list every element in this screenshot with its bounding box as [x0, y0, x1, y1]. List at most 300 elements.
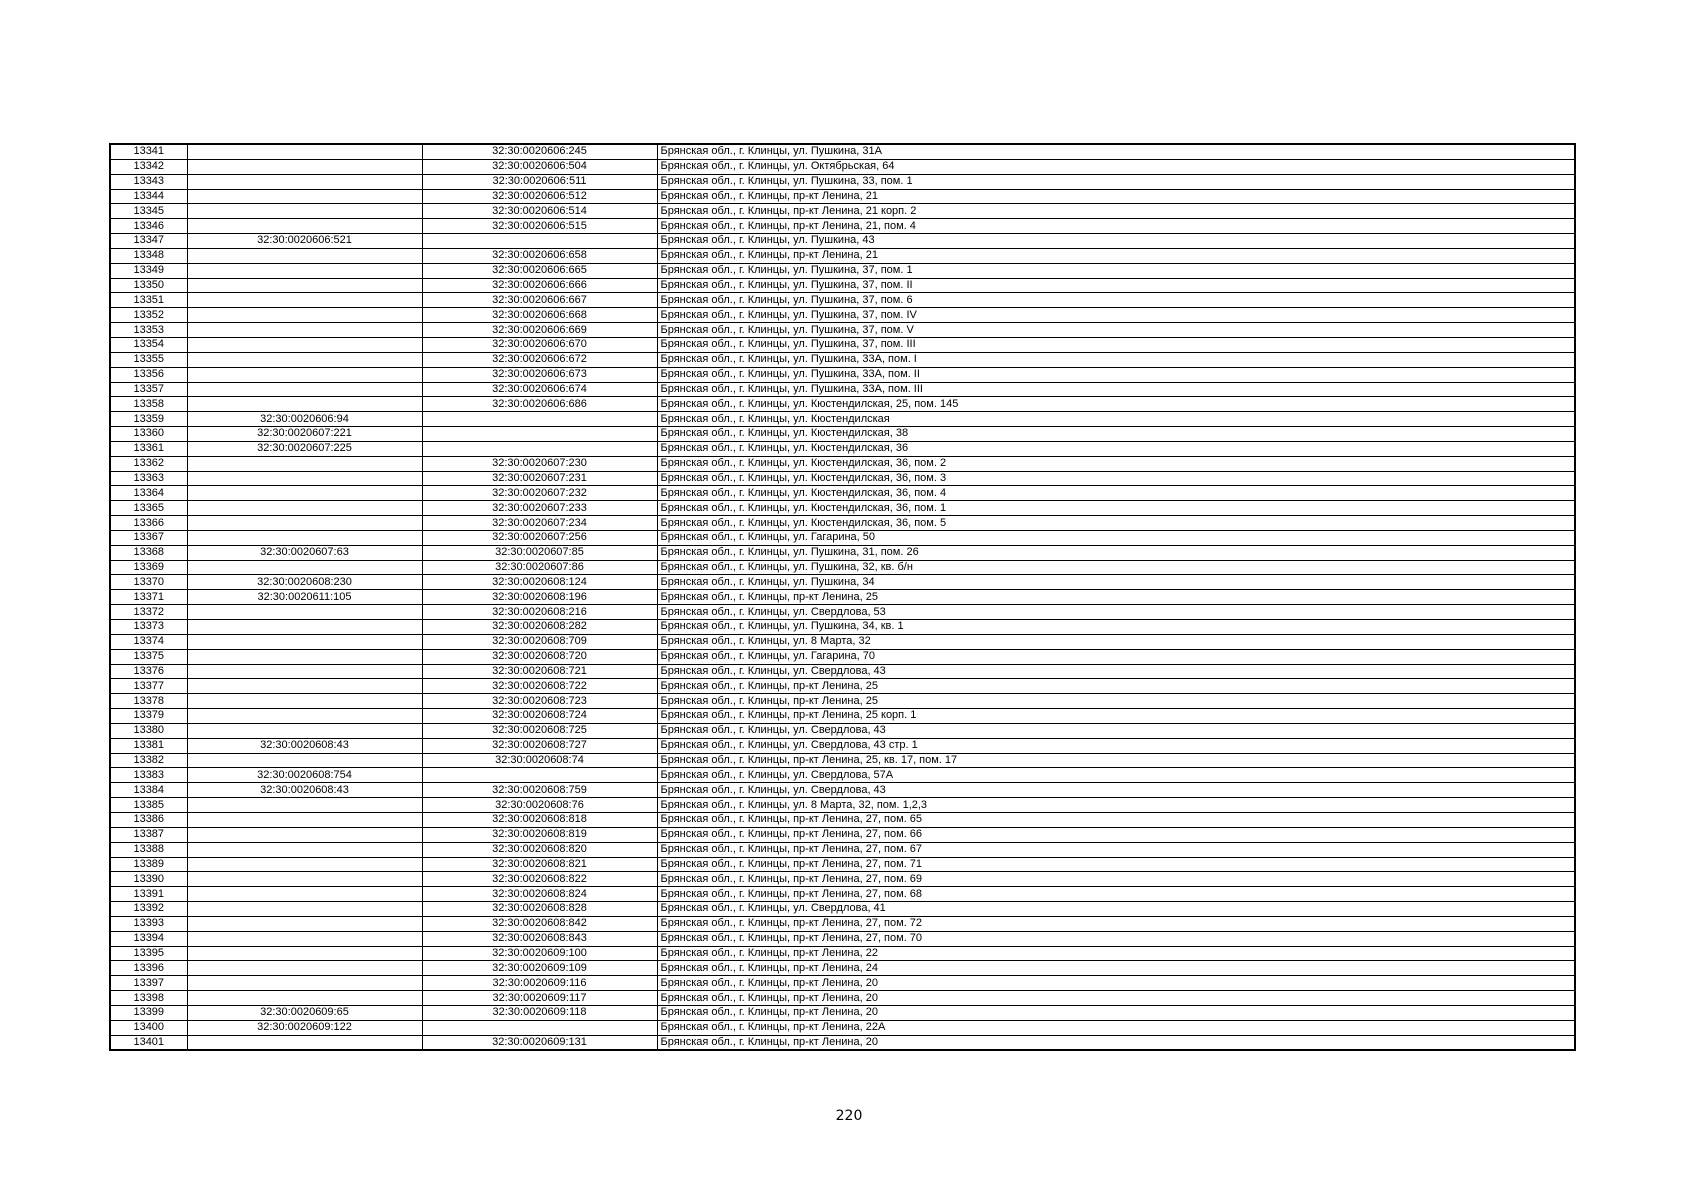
address-cell: Брянская обл., г. Клинцы, пр-кт Ленина, 27, пом. 66: [657, 827, 1575, 842]
object-cadastral-number-cell: 32:30:0020608:842: [422, 916, 657, 931]
object-cadastral-number-cell: 32:30:0020606:245: [422, 144, 657, 159]
row-number-cell: 13351: [110, 293, 187, 308]
row-number-cell: 13344: [110, 189, 187, 204]
table-row: [110, 916, 1575, 931]
row-number-cell: 13358: [110, 397, 187, 412]
object-cadastral-number-cell: 32:30:0020609:100: [422, 946, 657, 961]
table-row: [110, 768, 1575, 783]
object-cadastral-number-cell: [422, 412, 657, 427]
object-cadastral-number-cell: 32:30:0020608:724: [422, 709, 657, 724]
row-number-cell: 13367: [110, 530, 187, 545]
address-cell: Брянская обл., г. Клинцы, ул. Пушкина, 33, пом. 1: [657, 174, 1575, 189]
row-number-cell: 13359: [110, 412, 187, 427]
row-number-cell: 13387: [110, 827, 187, 842]
table-row: [110, 738, 1575, 753]
table-row: [110, 174, 1575, 189]
row-number-cell: 13353: [110, 323, 187, 338]
address-cell: Брянская обл., г. Клинцы, ул. Пушкина, 31А: [657, 144, 1575, 159]
object-cadastral-number-cell: 32:30:0020608:709: [422, 634, 657, 649]
table-row: [110, 323, 1575, 338]
address-cell: Брянская обл., г. Клинцы, ул. Кюстендилская: [657, 412, 1575, 427]
cadastral-number-cell: 32:30:0020607:63: [187, 545, 422, 560]
address-cell: Брянская обл., г. Клинцы, ул. 8 Марта, 32: [657, 634, 1575, 649]
row-number-cell: 13382: [110, 753, 187, 768]
object-cadastral-number-cell: [422, 427, 657, 442]
object-cadastral-number-cell: 32:30:0020607:86: [422, 560, 657, 575]
cadastral-number-cell: [187, 367, 422, 382]
page-number: 220: [835, 1108, 863, 1124]
cadastral-number-cell: [187, 991, 422, 1006]
object-cadastral-number-cell: 32:30:0020606:514: [422, 204, 657, 219]
row-number-cell: 13377: [110, 679, 187, 694]
cadastral-number-cell: [187, 1035, 422, 1050]
address-cell: Брянская обл., г. Клинцы, ул. Пушкина, 31, пом. 26: [657, 545, 1575, 560]
cadastral-number-cell: 32:30:0020606:521: [187, 234, 422, 249]
address-cell: Брянская обл., г. Клинцы, пр-кт Ленина, 25: [657, 679, 1575, 694]
address-cell: Брянская обл., г. Клинцы, пр-кт Ленина, 25 корп. 1: [657, 709, 1575, 724]
address-cell: Брянская обл., г. Клинцы, пр-кт Ленина, 27, пом. 68: [657, 887, 1575, 902]
object-cadastral-number-cell: 32:30:0020606:658: [422, 248, 657, 263]
cadastral-number-cell: [187, 144, 422, 159]
object-cadastral-number-cell: 32:30:0020606:674: [422, 382, 657, 397]
table-row: [110, 427, 1575, 442]
object-cadastral-number-cell: 32:30:0020608:124: [422, 575, 657, 590]
row-number-cell: 13366: [110, 516, 187, 531]
table-row: [110, 991, 1575, 1006]
row-number-cell: 13400: [110, 1020, 187, 1035]
row-number-cell: 13398: [110, 991, 187, 1006]
cadastral-number-cell: [187, 219, 422, 234]
cadastral-number-cell: [187, 709, 422, 724]
object-cadastral-number-cell: 32:30:0020608:725: [422, 723, 657, 738]
object-cadastral-number-cell: 32:30:0020609:117: [422, 991, 657, 1006]
row-number-cell: 13369: [110, 560, 187, 575]
cadastral-number-cell: [187, 634, 422, 649]
cadastral-number-cell: [187, 530, 422, 545]
object-cadastral-number-cell: 32:30:0020606:512: [422, 189, 657, 204]
table-row: [110, 234, 1575, 249]
row-number-cell: 13394: [110, 931, 187, 946]
cadastral-number-cell: 32:30:0020606:94: [187, 412, 422, 427]
address-cell: Брянская обл., г. Клинцы, ул. Октябрьская, 64: [657, 159, 1575, 174]
row-number-cell: 13383: [110, 768, 187, 783]
row-number-cell: 13388: [110, 842, 187, 857]
object-cadastral-number-cell: 32:30:0020608:843: [422, 931, 657, 946]
table-row: [110, 545, 1575, 560]
row-number-cell: 13401: [110, 1035, 187, 1050]
table-row: [110, 441, 1575, 456]
table-row: [110, 976, 1575, 991]
table-row: [110, 842, 1575, 857]
address-cell: Брянская обл., г. Клинцы, ул. Пушкина, 37, пом. IV: [657, 308, 1575, 323]
object-cadastral-number-cell: 32:30:0020606:673: [422, 367, 657, 382]
object-cadastral-number-cell: 32:30:0020608:727: [422, 738, 657, 753]
cadastral-number-cell: 32:30:0020609:65: [187, 1005, 422, 1020]
address-cell: Брянская обл., г. Клинцы, пр-кт Ленина, 21 корп. 2: [657, 204, 1575, 219]
table-row: [110, 575, 1575, 590]
object-cadastral-number-cell: 32:30:0020606:515: [422, 219, 657, 234]
row-number-cell: 13341: [110, 144, 187, 159]
cadastral-number-cell: [187, 753, 422, 768]
object-cadastral-number-cell: 32:30:0020607:233: [422, 501, 657, 516]
address-cell: Брянская обл., г. Клинцы, ул. Свердлова, 41: [657, 902, 1575, 917]
address-cell: Брянская обл., г. Клинцы, ул. Пушкина, 32, кв. б/н: [657, 560, 1575, 575]
row-number-cell: 13364: [110, 486, 187, 501]
object-cadastral-number-cell: 32:30:0020608:821: [422, 857, 657, 872]
cadastral-number-cell: [187, 293, 422, 308]
cadastral-number-cell: [187, 857, 422, 872]
table-row: [110, 887, 1575, 902]
table-row: [110, 902, 1575, 917]
object-cadastral-number-cell: 32:30:0020606:504: [422, 159, 657, 174]
address-cell: Брянская обл., г. Клинцы, ул. Гагарина, 70: [657, 649, 1575, 664]
row-number-cell: 13384: [110, 783, 187, 798]
object-cadastral-number-cell: 32:30:0020608:196: [422, 590, 657, 605]
table-row: [110, 382, 1575, 397]
object-cadastral-number-cell: 32:30:0020606:686: [422, 397, 657, 412]
table-row: [110, 694, 1575, 709]
object-cadastral-number-cell: 32:30:0020608:723: [422, 694, 657, 709]
table-row: [110, 397, 1575, 412]
cadastral-number-cell: 32:30:0020608:230: [187, 575, 422, 590]
row-number-cell: 13347: [110, 234, 187, 249]
table-row: [110, 530, 1575, 545]
object-cadastral-number-cell: 32:30:0020607:85: [422, 545, 657, 560]
address-cell: Брянская обл., г. Клинцы, ул. Кюстендилская, 36, пом. 3: [657, 471, 1575, 486]
cadastral-number-cell: [187, 723, 422, 738]
address-cell: Брянская обл., г. Клинцы, ул. Свердлова, 43: [657, 723, 1575, 738]
cadastral-number-cell: [187, 174, 422, 189]
object-cadastral-number-cell: 32:30:0020608:819: [422, 827, 657, 842]
table-row: [110, 931, 1575, 946]
row-number-cell: 13361: [110, 441, 187, 456]
row-number-cell: 13385: [110, 798, 187, 813]
row-number-cell: 13397: [110, 976, 187, 991]
table-row: [110, 798, 1575, 813]
cadastral-number-cell: [187, 887, 422, 902]
cadastral-number-cell: [187, 204, 422, 219]
address-cell: Брянская обл., г. Клинцы, ул. Пушкина, 43: [657, 234, 1575, 249]
object-cadastral-number-cell: 32:30:0020608:822: [422, 872, 657, 887]
table-row: [110, 679, 1575, 694]
cadastral-number-cell: [187, 352, 422, 367]
table-row: [110, 812, 1575, 827]
object-cadastral-number-cell: 32:30:0020606:667: [422, 293, 657, 308]
table-row: [110, 159, 1575, 174]
cadastral-number-cell: [187, 679, 422, 694]
table-row: [110, 1005, 1575, 1020]
row-number-cell: 13381: [110, 738, 187, 753]
row-number-cell: 13348: [110, 248, 187, 263]
row-number-cell: 13390: [110, 872, 187, 887]
object-cadastral-number-cell: 32:30:0020607:234: [422, 516, 657, 531]
address-cell: Брянская обл., г. Клинцы, ул. Кюстендилская, 36, пом. 2: [657, 456, 1575, 471]
cadastral-number-cell: [187, 842, 422, 857]
table-row: [110, 263, 1575, 278]
cadastral-number-cell: [187, 605, 422, 620]
row-number-cell: 13349: [110, 263, 187, 278]
cadastral-number-cell: [187, 486, 422, 501]
cadastral-number-cell: [187, 323, 422, 338]
cadastral-number-cell: [187, 278, 422, 293]
table-row: [110, 486, 1575, 501]
row-number-cell: 13357: [110, 382, 187, 397]
object-cadastral-number-cell: 32:30:0020608:820: [422, 842, 657, 857]
object-cadastral-number-cell: 32:30:0020607:230: [422, 456, 657, 471]
row-number-cell: 13343: [110, 174, 187, 189]
cadastral-number-cell: [187, 664, 422, 679]
address-cell: Брянская обл., г. Клинцы, пр-кт Ленина, 25: [657, 590, 1575, 605]
address-cell: Брянская обл., г. Клинцы, пр-кт Ленина, 25, кв. 17, пом. 17: [657, 753, 1575, 768]
cadastral-number-cell: [187, 516, 422, 531]
row-number-cell: 13368: [110, 545, 187, 560]
object-cadastral-number-cell: 32:30:0020608:828: [422, 902, 657, 917]
row-number-cell: 13374: [110, 634, 187, 649]
table-row: [110, 946, 1575, 961]
cadastral-number-cell: [187, 263, 422, 278]
row-number-cell: 13346: [110, 219, 187, 234]
cadastral-number-cell: [187, 501, 422, 516]
table-row: [110, 827, 1575, 842]
object-cadastral-number-cell: 32:30:0020608:759: [422, 783, 657, 798]
row-number-cell: 13356: [110, 367, 187, 382]
address-cell: Брянская обл., г. Клинцы, ул. Свердлова, 43 стр. 1: [657, 738, 1575, 753]
object-cadastral-number-cell: [422, 768, 657, 783]
table-row: [110, 337, 1575, 352]
row-number-cell: 13370: [110, 575, 187, 590]
row-number-cell: 13371: [110, 590, 187, 605]
cadastral-number-cell: 32:30:0020608:43: [187, 783, 422, 798]
row-number-cell: 13386: [110, 812, 187, 827]
cadastral-number-cell: [187, 248, 422, 263]
object-cadastral-number-cell: 32:30:0020607:256: [422, 530, 657, 545]
address-cell: Брянская обл., г. Клинцы, ул. Пушкина, 34, кв. 1: [657, 620, 1575, 635]
row-number-cell: 13391: [110, 887, 187, 902]
address-cell: Брянская обл., г. Клинцы, ул. Кюстендилская, 36, пом. 1: [657, 501, 1575, 516]
row-number-cell: 13393: [110, 916, 187, 931]
registry-body: [110, 144, 1575, 1050]
address-cell: Брянская обл., г. Клинцы, ул. Пушкина, 37, пом. 6: [657, 293, 1575, 308]
address-cell: Брянская обл., г. Клинцы, пр-кт Ленина, 21, пом. 4: [657, 219, 1575, 234]
object-cadastral-number-cell: 32:30:0020608:722: [422, 679, 657, 694]
cadastral-number-cell: [187, 798, 422, 813]
cadastral-number-cell: [187, 397, 422, 412]
cadastral-number-cell: [187, 916, 422, 931]
table-row: [110, 471, 1575, 486]
row-number-cell: 13379: [110, 709, 187, 724]
address-cell: Брянская обл., г. Клинцы, ул. Пушкина, 37, пом. III: [657, 337, 1575, 352]
object-cadastral-number-cell: [422, 234, 657, 249]
object-cadastral-number-cell: 32:30:0020608:721: [422, 664, 657, 679]
address-cell: Брянская обл., г. Клинцы, пр-кт Ленина, 20: [657, 1035, 1575, 1050]
row-number-cell: 13355: [110, 352, 187, 367]
table-row: [110, 189, 1575, 204]
object-cadastral-number-cell: 32:30:0020608:720: [422, 649, 657, 664]
table-row: [110, 649, 1575, 664]
address-cell: Брянская обл., г. Клинцы, пр-кт Ленина, 22: [657, 946, 1575, 961]
table-row: [110, 634, 1575, 649]
row-number-cell: 13365: [110, 501, 187, 516]
table-row: [110, 590, 1575, 605]
address-cell: Брянская обл., г. Клинцы, пр-кт Ленина, 27, пом. 70: [657, 931, 1575, 946]
cadastral-number-cell: 32:30:0020607:221: [187, 427, 422, 442]
table-row: [110, 352, 1575, 367]
object-cadastral-number-cell: 32:30:0020606:666: [422, 278, 657, 293]
address-cell: Брянская обл., г. Клинцы, ул. Пушкина, 33А, пом. I: [657, 352, 1575, 367]
row-number-cell: 13389: [110, 857, 187, 872]
cadastral-number-cell: 32:30:0020611:105: [187, 590, 422, 605]
address-cell: Брянская обл., г. Клинцы, ул. Пушкина, 33А, пом. III: [657, 382, 1575, 397]
table-row: [110, 516, 1575, 531]
table-row: [110, 412, 1575, 427]
address-cell: Брянская обл., г. Клинцы, ул. Пушкина, 37, пом. II: [657, 278, 1575, 293]
object-cadastral-number-cell: 32:30:0020608:216: [422, 605, 657, 620]
address-cell: Брянская обл., г. Клинцы, ул. Гагарина, 50: [657, 530, 1575, 545]
row-number-cell: 13360: [110, 427, 187, 442]
address-cell: Брянская обл., г. Клинцы, пр-кт Ленина, 27, пом. 69: [657, 872, 1575, 887]
row-number-cell: 13362: [110, 456, 187, 471]
address-cell: Брянская обл., г. Клинцы, ул. Кюстендилская, 36, пом. 5: [657, 516, 1575, 531]
object-cadastral-number-cell: 32:30:0020609:131: [422, 1035, 657, 1050]
table-row: [110, 219, 1575, 234]
table-row: [110, 278, 1575, 293]
table-row: [110, 293, 1575, 308]
row-number-cell: 13392: [110, 902, 187, 917]
table-row: [110, 872, 1575, 887]
row-number-cell: 13380: [110, 723, 187, 738]
registry-table: [109, 143, 1576, 1051]
cadastral-number-cell: [187, 872, 422, 887]
table-row: [110, 367, 1575, 382]
table-row: [110, 1035, 1575, 1050]
cadastral-number-cell: [187, 827, 422, 842]
row-number-cell: 13354: [110, 337, 187, 352]
table-row: [110, 308, 1575, 323]
cadastral-number-cell: [187, 159, 422, 174]
row-number-cell: 13372: [110, 605, 187, 620]
table-row: [110, 783, 1575, 798]
object-cadastral-number-cell: 32:30:0020606:668: [422, 308, 657, 323]
address-cell: Брянская обл., г. Клинцы, ул. Свердлова, 57А: [657, 768, 1575, 783]
cadastral-number-cell: [187, 976, 422, 991]
object-cadastral-number-cell: 32:30:0020609:118: [422, 1005, 657, 1020]
cadastral-number-cell: [187, 812, 422, 827]
address-cell: Брянская обл., г. Клинцы, пр-кт Ленина, 22А: [657, 1020, 1575, 1035]
address-cell: Брянская обл., г. Клинцы, ул. Пушкина, 37, пом. V: [657, 323, 1575, 338]
table-row: [110, 605, 1575, 620]
row-number-cell: 13395: [110, 946, 187, 961]
cadastral-number-cell: 32:30:0020607:225: [187, 441, 422, 456]
object-cadastral-number-cell: 32:30:0020608:74: [422, 753, 657, 768]
address-cell: Брянская обл., г. Клинцы, пр-кт Ленина, 27, пом. 67: [657, 842, 1575, 857]
row-number-cell: 13396: [110, 961, 187, 976]
address-cell: Брянская обл., г. Клинцы, ул. Пушкина, 34: [657, 575, 1575, 590]
address-cell: Брянская обл., г. Клинцы, пр-кт Ленина, 21: [657, 189, 1575, 204]
cadastral-number-cell: [187, 946, 422, 961]
table-row: [110, 456, 1575, 471]
address-cell: Брянская обл., г. Клинцы, ул. Пушкина, 37, пом. 1: [657, 263, 1575, 278]
object-cadastral-number-cell: 32:30:0020607:232: [422, 486, 657, 501]
address-cell: Брянская обл., г. Клинцы, пр-кт Ленина, 25: [657, 694, 1575, 709]
row-number-cell: 13378: [110, 694, 187, 709]
object-cadastral-number-cell: 32:30:0020606:669: [422, 323, 657, 338]
row-number-cell: 13373: [110, 620, 187, 635]
cadastral-number-cell: [187, 649, 422, 664]
table-row: [110, 620, 1575, 635]
address-cell: Брянская обл., г. Клинцы, пр-кт Ленина, 27, пом. 71: [657, 857, 1575, 872]
address-cell: Брянская обл., г. Клинцы, ул. Кюстендилская, 25, пом. 145: [657, 397, 1575, 412]
address-cell: Брянская обл., г. Клинцы, пр-кт Ленина, 24: [657, 961, 1575, 976]
row-number-cell: 13375: [110, 649, 187, 664]
table-row: [110, 961, 1575, 976]
table-row: [110, 560, 1575, 575]
object-cadastral-number-cell: 32:30:0020608:824: [422, 887, 657, 902]
row-number-cell: 13342: [110, 159, 187, 174]
table-row: [110, 248, 1575, 263]
address-cell: Брянская обл., г. Клинцы, ул. 8 Марта, 32, пом. 1,2,3: [657, 798, 1575, 813]
cadastral-number-cell: [187, 961, 422, 976]
address-cell: Брянская обл., г. Клинцы, ул. Свердлова, 53: [657, 605, 1575, 620]
address-cell: Брянская обл., г. Клинцы, пр-кт Ленина, 20: [657, 1005, 1575, 1020]
table-row: [110, 664, 1575, 679]
address-cell: Брянская обл., г. Клинцы, пр-кт Ленина, 27, пом. 65: [657, 812, 1575, 827]
cadastral-number-cell: [187, 931, 422, 946]
cadastral-number-cell: [187, 382, 422, 397]
row-number-cell: 13345: [110, 204, 187, 219]
row-number-cell: 13352: [110, 308, 187, 323]
object-cadastral-number-cell: [422, 441, 657, 456]
table-row: [110, 1020, 1575, 1035]
address-cell: Брянская обл., г. Клинцы, ул. Пушкина, 33А, пом. II: [657, 367, 1575, 382]
address-cell: Брянская обл., г. Клинцы, ул. Кюстендилская, 36, пом. 4: [657, 486, 1575, 501]
cadastral-number-cell: [187, 308, 422, 323]
object-cadastral-number-cell: 32:30:0020606:665: [422, 263, 657, 278]
object-cadastral-number-cell: 32:30:0020606:670: [422, 337, 657, 352]
address-cell: Брянская обл., г. Клинцы, пр-кт Ленина, 21: [657, 248, 1575, 263]
table-row: [110, 857, 1575, 872]
table-row: [110, 709, 1575, 724]
object-cadastral-number-cell: 32:30:0020606:511: [422, 174, 657, 189]
table-row: [110, 144, 1575, 159]
cadastral-number-cell: [187, 560, 422, 575]
row-number-cell: 13363: [110, 471, 187, 486]
table-row: [110, 723, 1575, 738]
row-number-cell: 13399: [110, 1005, 187, 1020]
object-cadastral-number-cell: 32:30:0020606:672: [422, 352, 657, 367]
address-cell: Брянская обл., г. Клинцы, пр-кт Ленина, 20: [657, 976, 1575, 991]
address-cell: Брянская обл., г. Клинцы, ул. Кюстендилская, 36: [657, 441, 1575, 456]
address-cell: Брянская обл., г. Клинцы, ул. Свердлова, 43: [657, 664, 1575, 679]
object-cadastral-number-cell: 32:30:0020609:109: [422, 961, 657, 976]
cadastral-number-cell: [187, 902, 422, 917]
cadastral-number-cell: [187, 189, 422, 204]
object-cadastral-number-cell: [422, 1020, 657, 1035]
object-cadastral-number-cell: 32:30:0020607:231: [422, 471, 657, 486]
address-cell: Брянская обл., г. Клинцы, ул. Кюстендилская, 38: [657, 427, 1575, 442]
table-row: [110, 753, 1575, 768]
cadastral-number-cell: [187, 337, 422, 352]
cadastral-number-cell: 32:30:0020608:43: [187, 738, 422, 753]
row-number-cell: 13350: [110, 278, 187, 293]
cadastral-number-cell: [187, 456, 422, 471]
cadastral-number-cell: [187, 620, 422, 635]
cadastral-number-cell: [187, 471, 422, 486]
table-row: [110, 501, 1575, 516]
address-cell: Брянская обл., г. Клинцы, ул. Свердлова, 43: [657, 783, 1575, 798]
object-cadastral-number-cell: 32:30:0020608:282: [422, 620, 657, 635]
address-cell: Брянская обл., г. Клинцы, пр-кт Ленина, 27, пом. 72: [657, 916, 1575, 931]
cadastral-number-cell: 32:30:0020608:754: [187, 768, 422, 783]
